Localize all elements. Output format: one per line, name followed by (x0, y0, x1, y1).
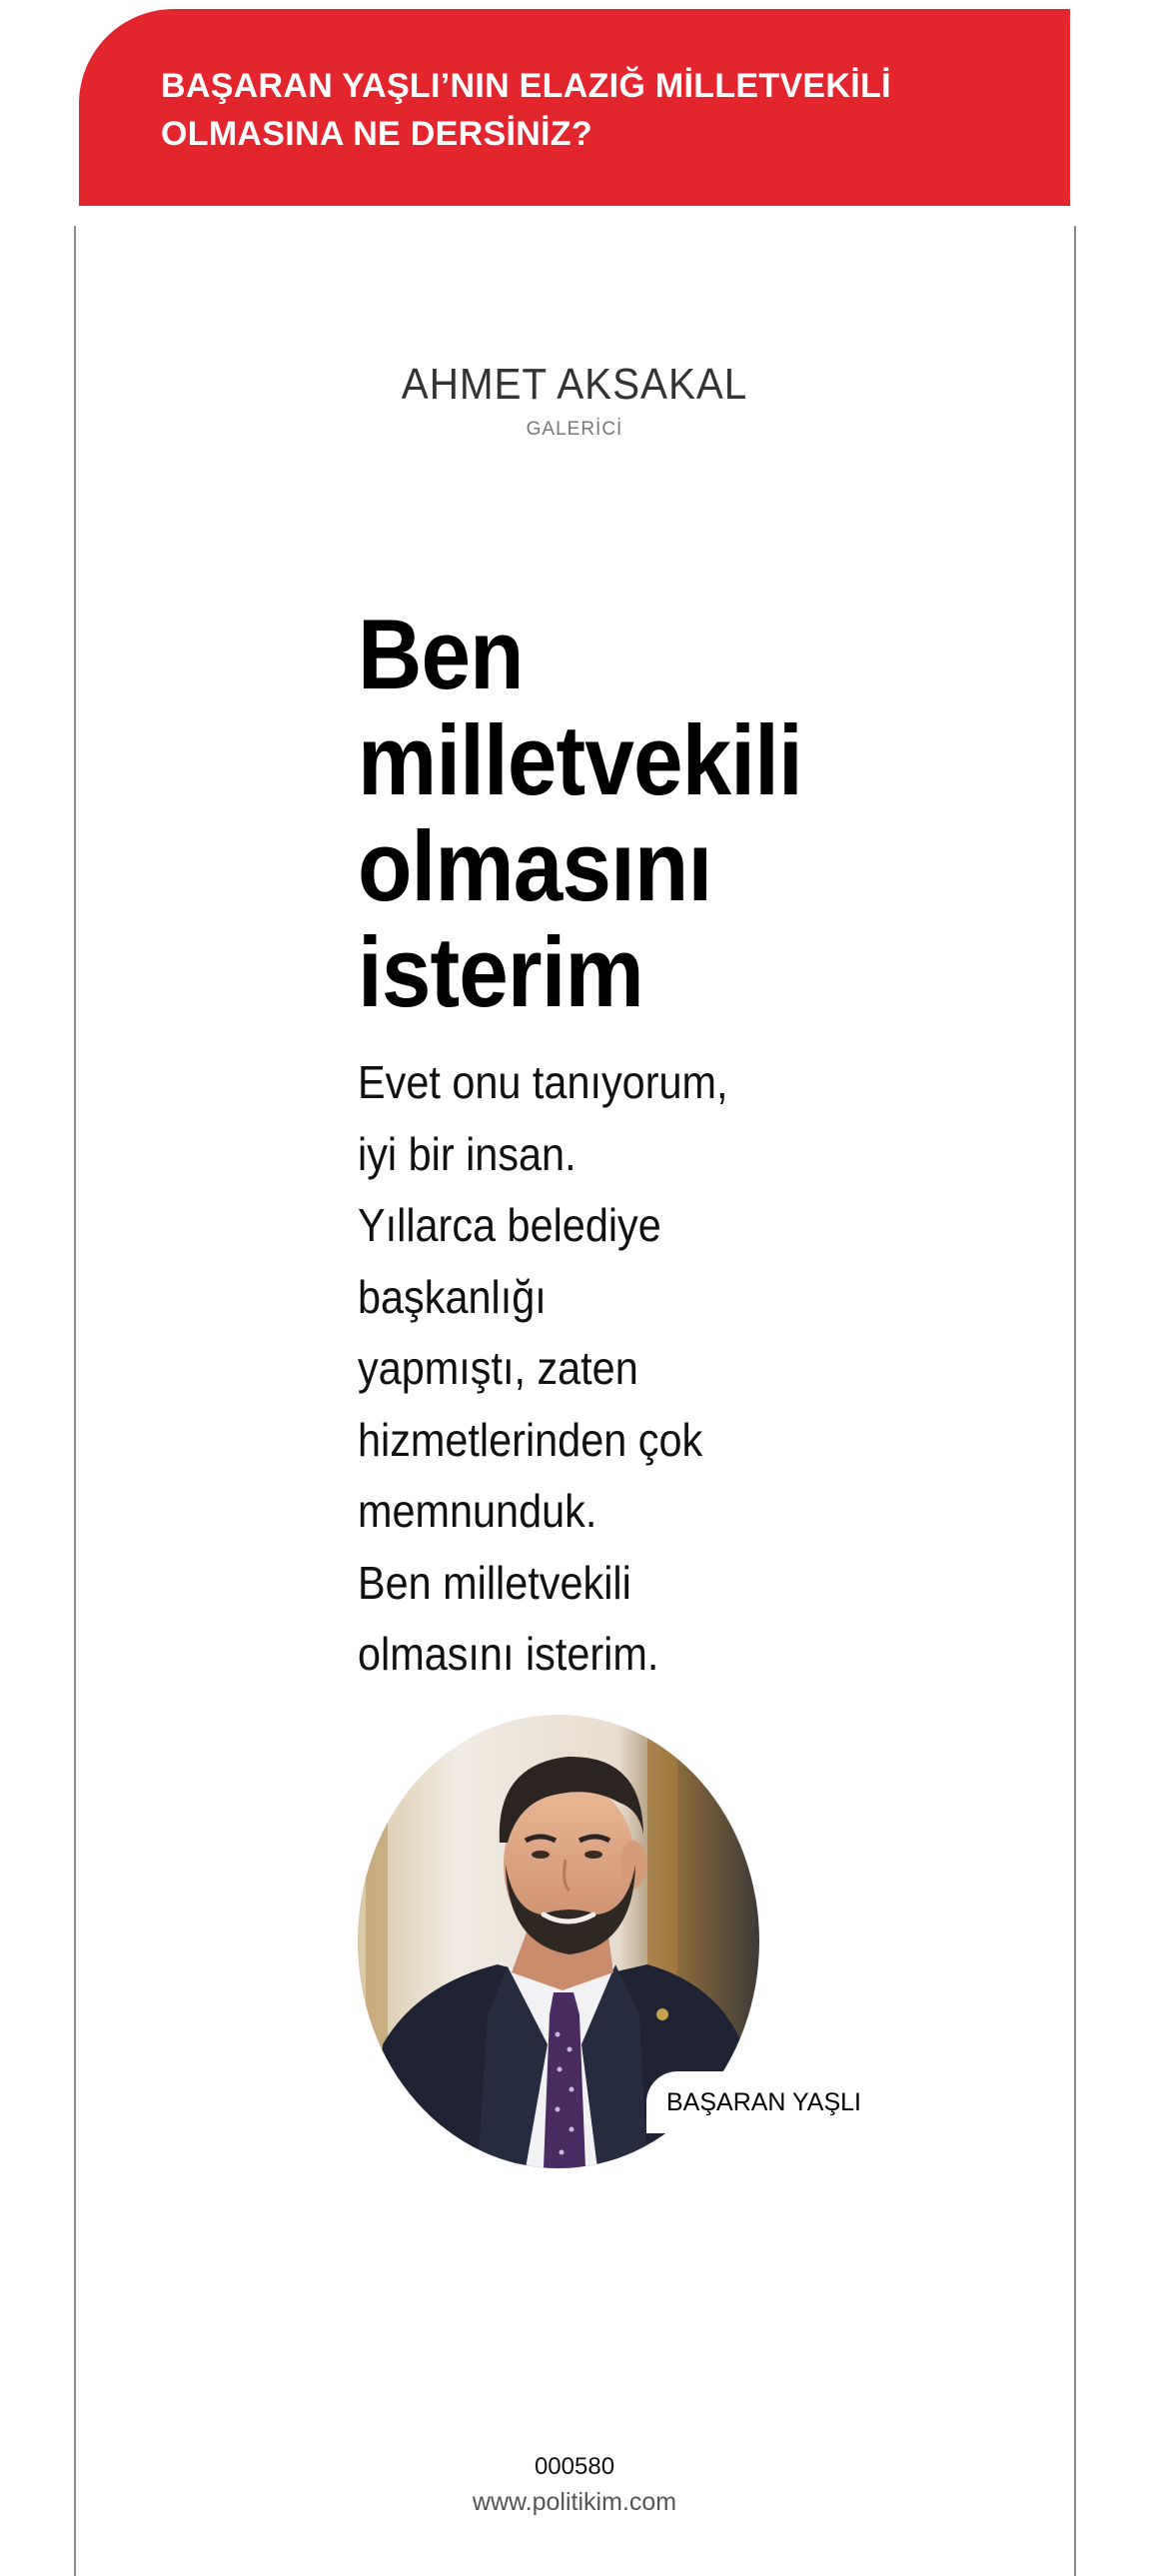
quote-line: yapmıştı, zaten (358, 1342, 638, 1394)
quote-line: memnunduk. (358, 1485, 597, 1537)
header-banner (79, 9, 1070, 206)
ad-code: 000580 (534, 2453, 615, 2480)
website-link[interactable]: www.politikim.com (472, 2488, 677, 2516)
portrait-name-tag: BAŞARAN YAŞLI (646, 2071, 855, 2133)
quote-line: iyi bir insan. (358, 1127, 576, 1180)
quote-line: olmasını isterim. (358, 1628, 659, 1680)
quote-line: hizmetlerinden çok (358, 1413, 703, 1466)
quote-line: Evet onu tanıyorum, (358, 1056, 728, 1108)
quote-text (358, 1047, 825, 1691)
quote-line: Ben milletvekili (358, 1556, 631, 1609)
headline: Ben milletvekili olmasını isterim (358, 599, 802, 1027)
banner-title: BAŞARAN YAŞLI’NIN ELAZIĞ MİLLETVEKİLİ OLMASINA NE DERSİNİZ? (161, 67, 891, 153)
quote-line: başkanlığı (358, 1270, 547, 1323)
author-role: GALERİCİ (526, 419, 623, 440)
quote-line: Yıllarca belediye (358, 1199, 661, 1251)
author-name: AHMET AKSAKAL (401, 360, 748, 409)
